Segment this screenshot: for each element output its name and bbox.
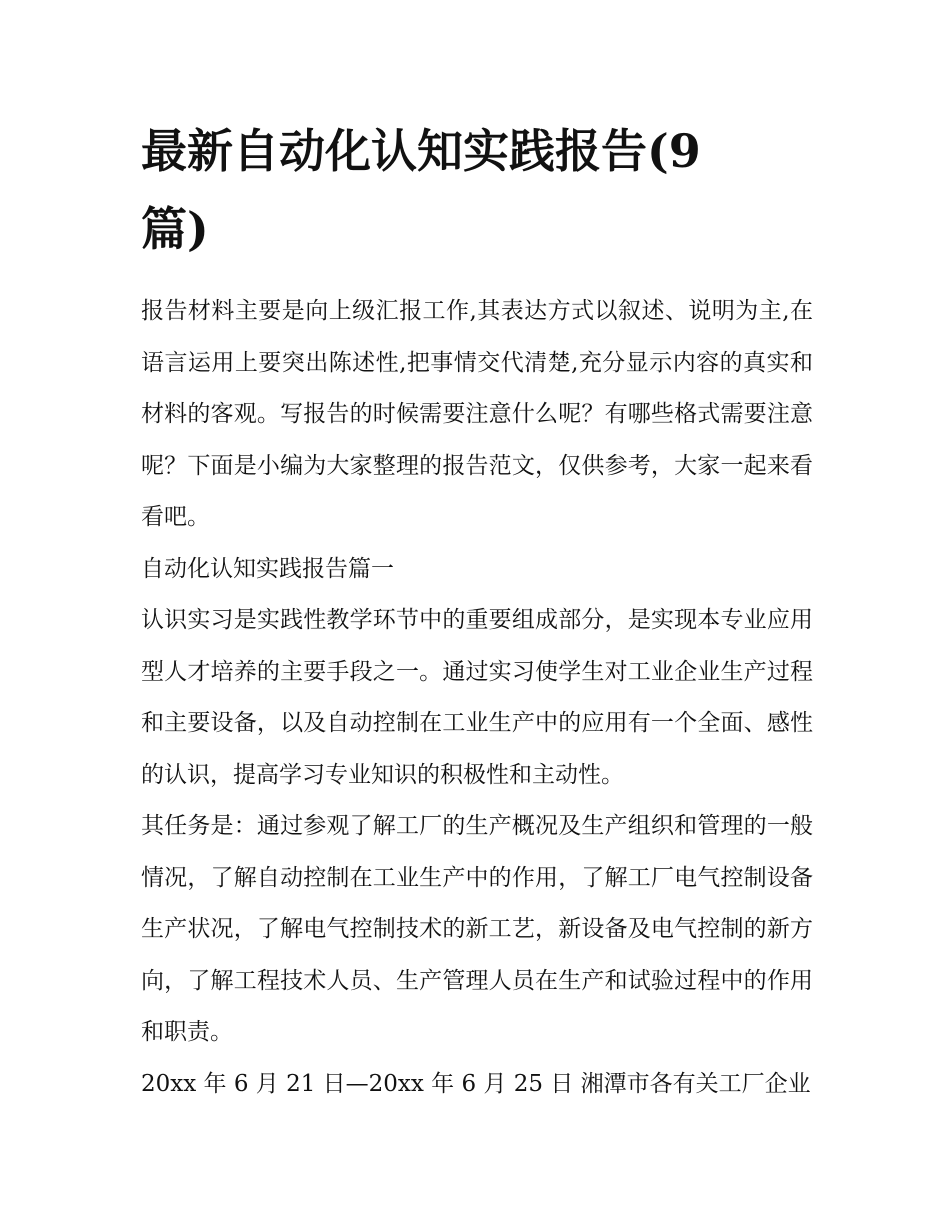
document-page [141, 112, 813, 1110]
section-heading: 自动化认知实践报告篇一 [141, 555, 394, 582]
date-location-line: 20xx 年 6 月 21 日—20xx 年 6 月 25 日 湘潭市各有关工厂企业 [141, 1070, 811, 1097]
document-title: 最新自动化认知实践报告(9篇) [141, 124, 701, 256]
intro-paragraph: 报告材料主要是向上级汇报工作,其表达方式以叙述、说明为主,在语言运用上要突出陈述性,把事情交代清楚,充分显示内容的真实和材料的客观。写报告的时候需要注意什么呢？有哪些格式需要注意呢？下面是小编为大家整理的报告范文，仅供参考，大家一起来看看吧。 [141, 298, 813, 530]
section-paragraph-2: 其任务是：通过参观了解工厂的生产概况及生产组织和管理的一般情况，了解自动控制在工业生产中的作用，了解工厂电气控制设备生产状况，了解电气控制技术的新工艺，新设备及电气控制的新方向，了解工程技术人员、生产管理人员在生产和试验过程中的作用和职责。 [141, 813, 813, 1045]
section-paragraph-1: 认识实习是实践性教学环节中的重要组成部分，是实现本专业应用型人才培养的主要手段之一。通过实习使学生对工业企业生产过程和主要设备，以及自动控制在工业生产中的应用有一个全面、感性的认识，提高学习专业知识的积极性和主动性。 [141, 607, 813, 788]
